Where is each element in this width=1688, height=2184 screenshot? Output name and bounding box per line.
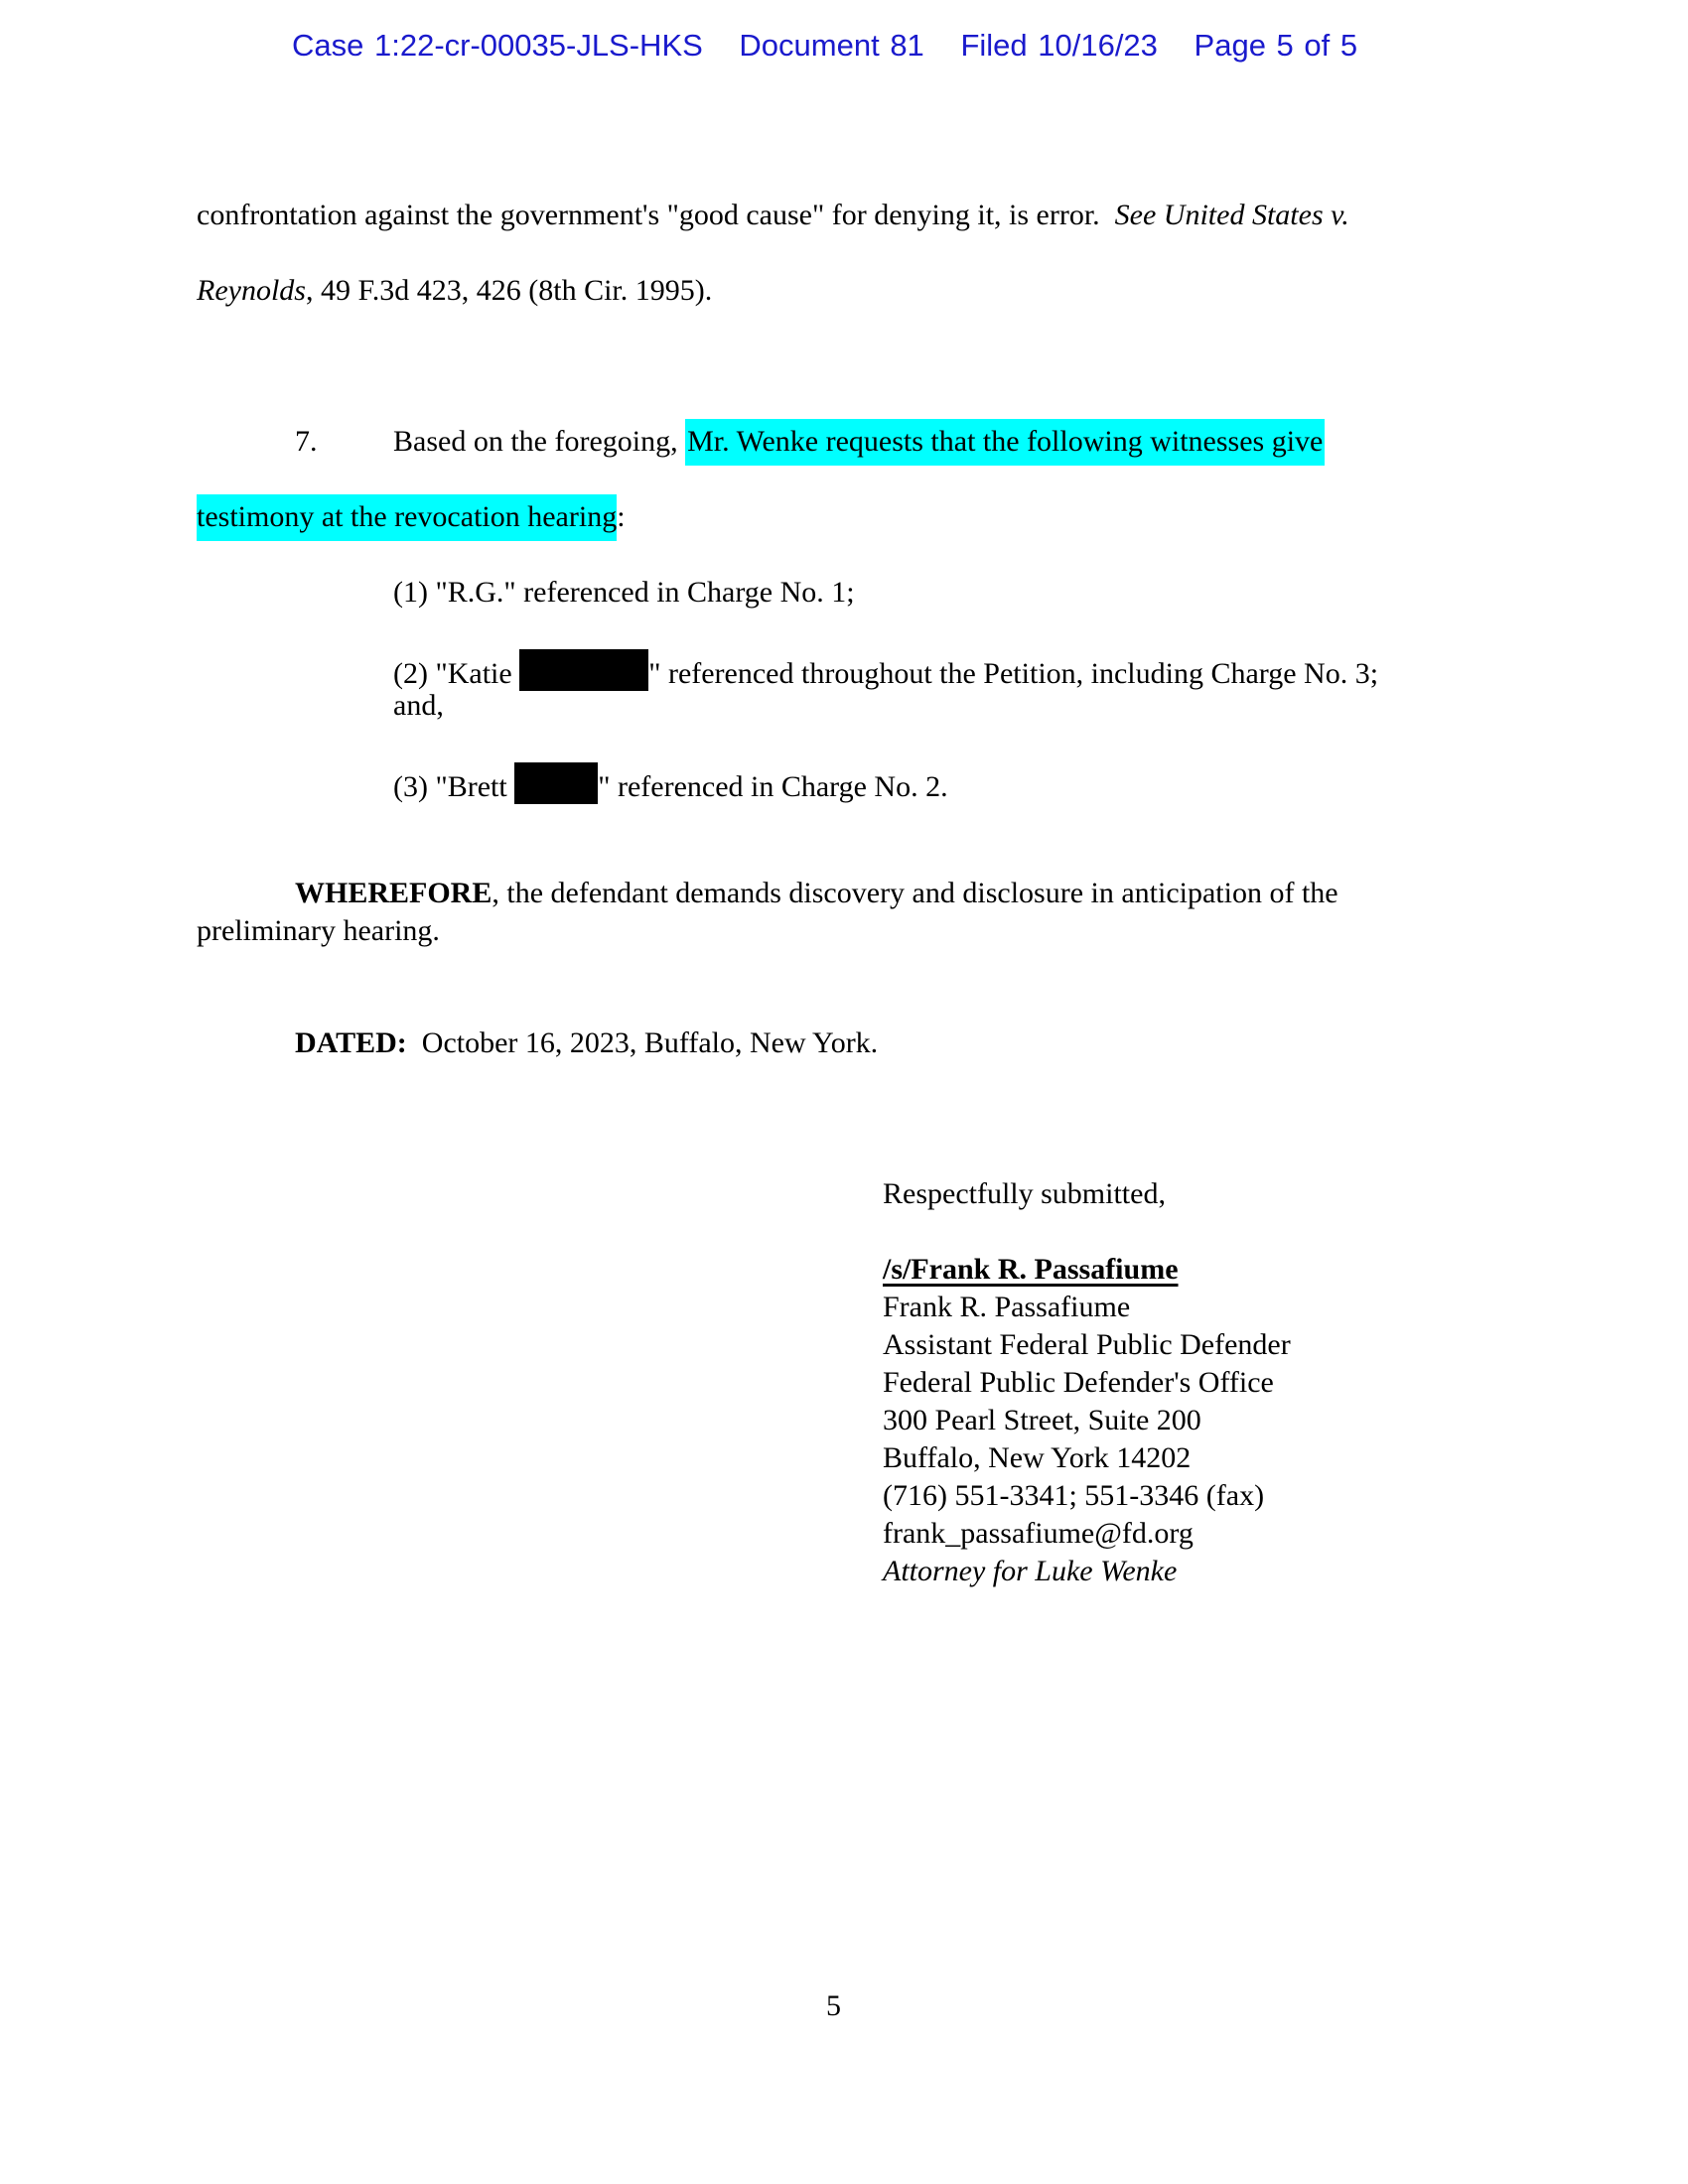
witness-item-3	[393, 762, 948, 806]
continuation-line-2	[197, 272, 712, 310]
attorney-name: Frank R. Passafiume	[883, 1291, 1131, 1323]
continuation-text: confrontation against the government's "good cause" for denying it, is error.	[197, 199, 1115, 231]
city-state-zip: Buffalo, New York 14202	[883, 1441, 1192, 1474]
wherefore-label: WHEREFORE	[295, 877, 492, 909]
citation-reporter: , 49 F.3d 423, 426 (8th Cir. 1995).	[305, 274, 713, 307]
wherefore-text: , the defendant demands discovery and disclosure in anticipation of the	[492, 877, 1338, 909]
dated-line	[295, 1024, 878, 1062]
paragraph-7-line-2	[197, 498, 626, 536]
case-citation-name: Reynolds	[197, 274, 306, 307]
case-citation: See United States v.	[1114, 199, 1349, 231]
electronic-signature: /s/Frank R. Passafiume	[883, 1253, 1179, 1286]
witness-name: (2) "Katie	[393, 657, 520, 690]
street-address: 300 Pearl Street, Suite 200	[883, 1404, 1201, 1436]
document-number: Document 81	[739, 28, 924, 63]
continuation-line-1	[197, 197, 1349, 234]
dated-value: October 16, 2023, Buffalo, New York.	[406, 1026, 879, 1059]
colon: :	[617, 500, 626, 533]
witness-name: (3) "Brett	[393, 770, 515, 803]
email-address: frank_passafiume@fd.org	[883, 1517, 1194, 1550]
page-number: 5	[826, 1989, 841, 2022]
office-name: Federal Public Defender's Office	[883, 1366, 1274, 1399]
dated-label: DATED:	[295, 1026, 407, 1059]
paragraph-lead: Based on the foregoing,	[393, 425, 686, 458]
case-number: Case 1:22-cr-00035-JLS-HKS	[292, 28, 703, 63]
highlighted-text: Mr. Wenke requests that the following witnesses give	[685, 419, 1325, 466]
paragraph-7-line-1	[393, 423, 1325, 461]
witness-item-2-cont: and,	[393, 689, 444, 722]
phone-fax: (716) 551-3341; 551-3346 (fax)	[883, 1479, 1265, 1512]
redaction-box	[514, 762, 598, 804]
wherefore-line-2: preliminary hearing.	[197, 914, 440, 947]
witness-item-2	[393, 649, 1378, 693]
signature-closing: Respectfully submitted,	[883, 1177, 1166, 1210]
attorney-role: Attorney for Luke Wenke	[883, 1555, 1178, 1587]
redaction-box	[519, 649, 648, 691]
paragraph-number: 7.	[295, 425, 318, 458]
filed-date: Filed 10/16/23	[960, 28, 1158, 63]
ecf-header	[292, 28, 1357, 64]
wherefore-line-1	[295, 875, 1338, 912]
witness-reference: " referenced in Charge No. 2.	[598, 770, 948, 803]
page-indicator: Page 5 of 5	[1194, 28, 1358, 63]
witness-item-1: (1) "R.G." referenced in Charge No. 1;	[393, 576, 855, 609]
highlighted-text: testimony at the revocation hearing	[197, 494, 617, 541]
attorney-title: Assistant Federal Public Defender	[883, 1328, 1291, 1361]
witness-reference: " referenced throughout the Petition, including Charge No. 3;	[648, 657, 1379, 690]
